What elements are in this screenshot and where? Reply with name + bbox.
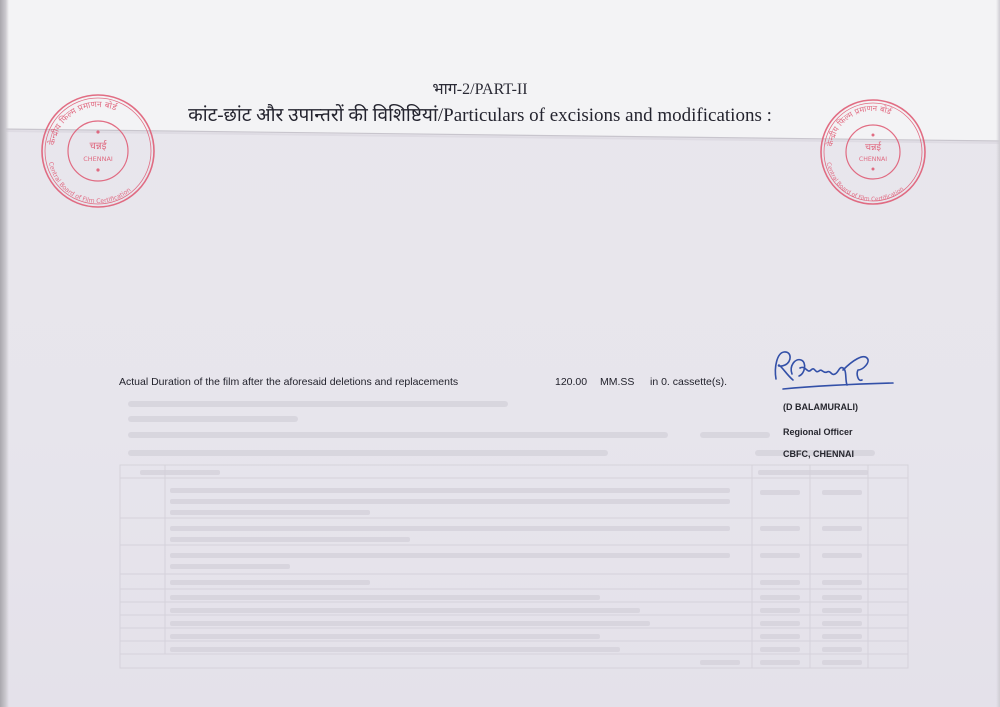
section-title: कांट-छांट और उपान्तरों की विशिष्टियां/Particulars of excisions and modifications : (188, 105, 772, 126)
seal-bottom-text: Central Board of Film Certification (824, 161, 906, 204)
seal-top-text: केन्द्रीय फिल्म प्रमाणन बोर्ड (47, 99, 118, 147)
duration-value: 120.00 (555, 376, 588, 388)
cbfc-seal-left (38, 91, 158, 211)
signatory-designation: Regional Officer (783, 427, 853, 437)
seal-city-hindi: चन्नई (89, 141, 107, 152)
seal-city: CHENNAI (83, 155, 113, 163)
signature (765, 345, 900, 400)
cbfc-seal-right (818, 97, 928, 207)
duration-label: Actual Duration of the film after the aforesaid deletions and replacements (119, 376, 459, 388)
duration-unit: MM.SS (600, 376, 635, 388)
cassette-count: in 0. cassette(s). (650, 376, 728, 388)
seal-city: CHENNAI (858, 156, 888, 163)
seal-bottom-text: Central Board of Film Certification (46, 161, 133, 206)
seal-top-text: केन्द्रीय फिल्म प्रमाणन बोर्ड (825, 103, 893, 148)
signatory-name: (D BALAMURALI) (783, 402, 858, 412)
signatory-office: CBFC, CHENNAI (783, 449, 854, 459)
part-label: भाग-2/PART-II (432, 81, 528, 98)
seal-city-hindi: चन्नई (864, 142, 882, 153)
